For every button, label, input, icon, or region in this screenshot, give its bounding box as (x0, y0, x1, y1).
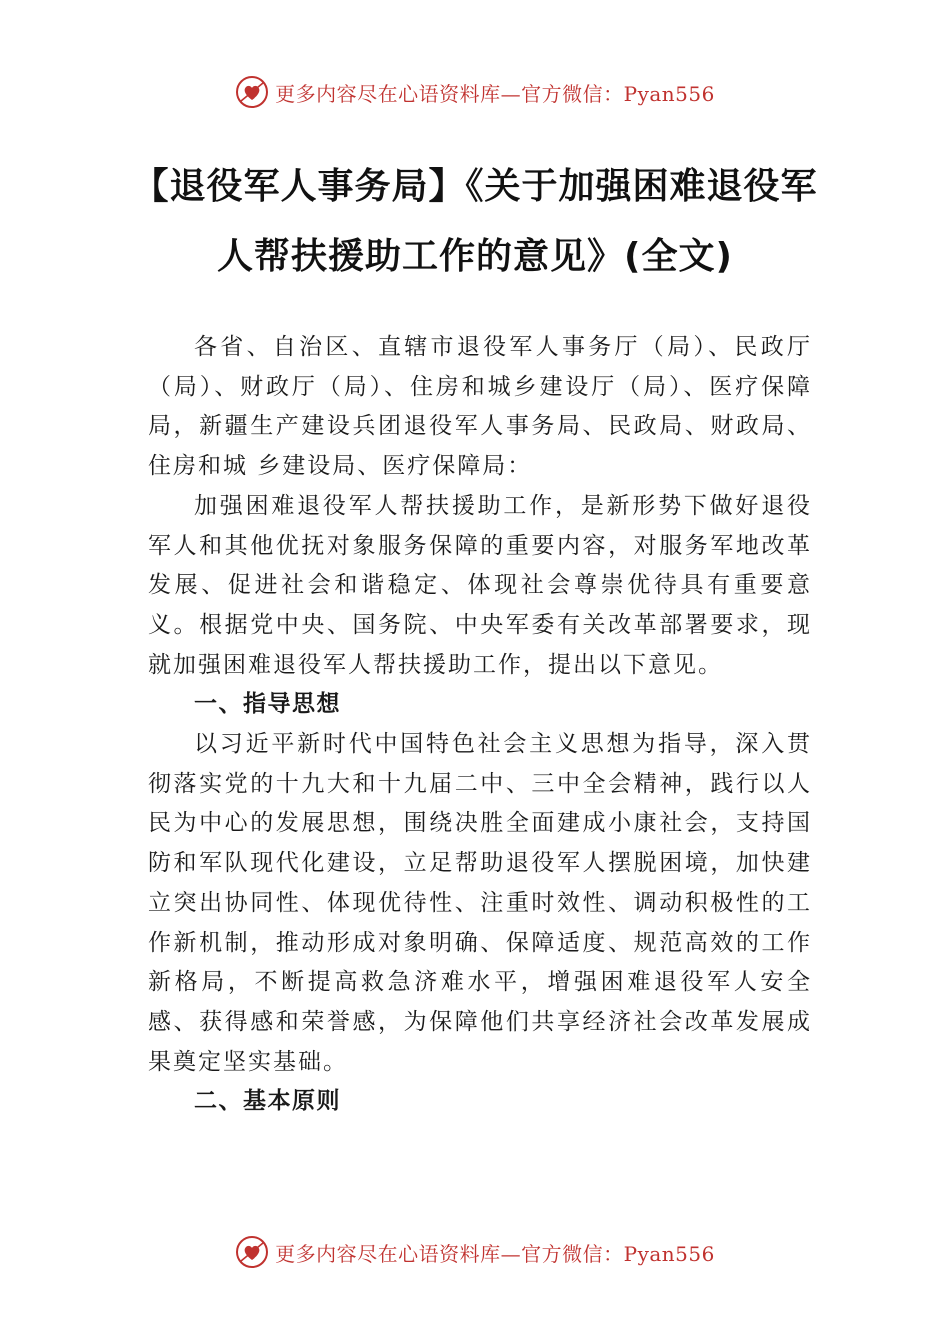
heart-logo-icon (235, 1235, 269, 1269)
guiding-ideology-paragraph: 以习近平新时代中国特色社会主义思想为指导，深入贯彻落实党的十九大和十九届二中、三中全会精神，践行以人民为中心的发展思想，围绕决胜全面建成小康社会，支持国防和军队现代化建设，立足帮助退役军人摆脱困境，加快建立突出协同性、体现优待性、注重时效性、调动积极性的工作新机制，推动形成对象明确、保障适度、规范高效的工作新格局，不断提高救急济难水平，增强困难退役军人安全感、获得感和荣誉感，为保障他们共享经济社会改革发展成果奠定坚实基础。 (148, 731, 812, 1075)
banner-text: 更多内容尽在心语资料库—官方微信：Pyan556 (275, 1241, 715, 1266)
footer-watermark-banner (0, 1232, 950, 1272)
section-heading-basic-principles: 二、基本原则 (194, 1088, 341, 1115)
document-title-line-2: 人帮扶援助工作的意见》(全文) (217, 236, 733, 277)
document-title-line-1: 【退役军人事务局】《关于加强困难退役军 (132, 166, 818, 207)
heart-logo-icon (235, 75, 269, 109)
banner-text: 更多内容尽在心语资料库—官方微信：Pyan556 (275, 81, 715, 106)
section-heading-guiding-ideology: 一、指导思想 (194, 691, 341, 718)
salutation-paragraph: 各省、自治区、直辖市退役军人事务厅（局）、民政厅（局）、财政厅（局）、住房和城乡建设厅（局）、医疗保障局，新疆生产建设兵团退役军人事务局、民政局、财政局、住房和城 乡建设局、医疗保障局： (148, 334, 812, 480)
intro-paragraph: 加强困难退役军人帮扶援助工作，是新形势下做好退役军人和其他优抚对象服务保障的重要内容，对服务军地改革发展、促进社会和谐稳定、体现社会尊崇优待具有重要意义。根据党中央、国务院、中央军委有关改革部署要求，现就加强困难退役军人帮扶援助工作，提出以下意见。 (148, 492, 812, 678)
header-watermark-banner (0, 72, 950, 112)
document-body (148, 328, 812, 1122)
